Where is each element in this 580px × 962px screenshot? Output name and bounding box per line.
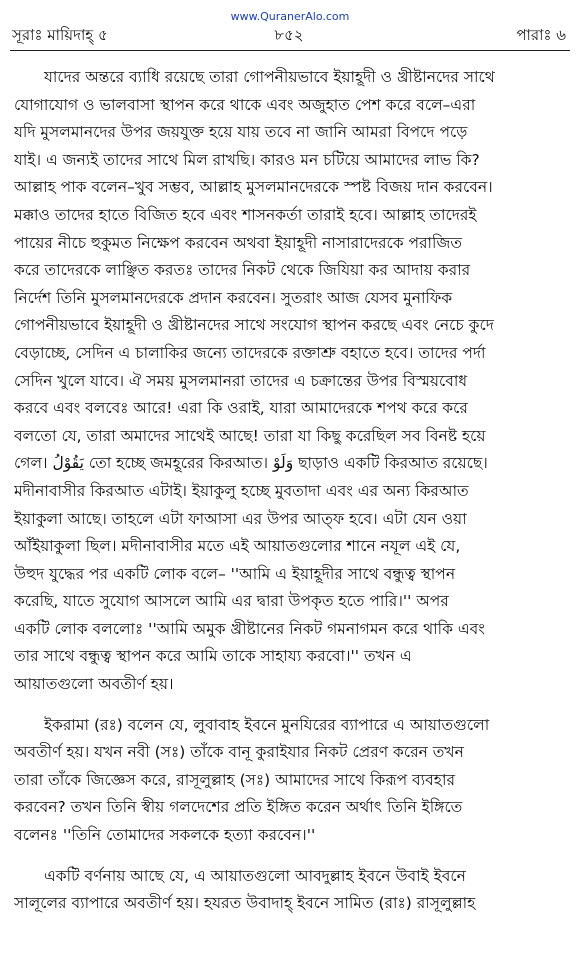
text-line: যাদের অন্তরে ব্যাধি রয়েছে তারা গোপনীয়ভাবে ইয়াহূদী ও খ্রীষ্টানদের সাথে xyxy=(44,68,495,86)
text-line: পায়ের নীচে হুকুমত নিক্ষেপ করবেন অথবা ইয়াহূদী নাসারাদেরকে পরাজিত xyxy=(14,233,462,252)
text-line: গেল। يَقُوْلُ তো হচ্ছে জমহূরের কিরআত। وَلَوْ ছাড়াও একটি কিরআত রয়েছে। xyxy=(14,454,488,473)
website-url[interactable]: www.QuranerAlo.com xyxy=(230,10,350,23)
para-label: পারাঃ ৬ xyxy=(516,26,566,44)
text-line: মদীনাবাসীর কিরআত এটাই। ইয়াকুলু হচ্ছে মুবতাদা এবং এর অন্য কিরআত xyxy=(14,481,469,500)
text-line: নির্দেশ তিনি মুসলমানদেরকে প্রদান করবেন। সুতরাং আজ যেসব মুনাফিক xyxy=(14,288,453,307)
text-line: তারা তাঁকে জিজ্ঞেস করে, রাসূলুল্লাহ (সঃ) আমাদের সাথে কিরূপ ব্যবহার xyxy=(14,770,455,789)
text-line: বলেনঃ ''তিনি তোমাদের সকলকে হত্যা করবেন।'' xyxy=(14,826,316,845)
page-header xyxy=(12,24,566,46)
text-line: যাই। এ জন্যই তাদের সাথে মিল রাখছি। কারও মন চটিয়ে আমাদের লাভ কি? xyxy=(14,150,480,169)
text-line: আয়াতগুলো অবতীর্ণ হয়। xyxy=(14,675,174,694)
header-divider xyxy=(10,50,570,51)
text-line: সেদিন খুলে যাবে। ঐ সময় মুসলমানরা তাদের এ চক্রান্তের উপর বিস্ময়বোধ xyxy=(14,371,468,390)
text-line: একটি লোক বললোঃ ''আমি অমুক খ্রীষ্টানের নিকট গমনাগমন করে থাকি এবং xyxy=(14,619,485,638)
paragraph xyxy=(14,64,562,699)
text-line: করে তাদেরকে লাঞ্ছিত করতঃ তাদের নিকট থেকে জিযিয়া কর আদায় করার xyxy=(14,261,471,280)
text-line: একটি বর্ণনায় আছে যে, এ আয়াতগুলো আবদুল্লাহ ইবনে উবাই ইবনে xyxy=(44,866,466,885)
text-line: করেছি, যাতে সুযোগ আসলে আমি এর দ্বারা উপকৃত হতে পারি।'' অপর xyxy=(14,592,449,611)
text-line: আল্লাহ পাক বলেন–খুব সম্ভব, আল্লাহ মুসলমানদেরকে স্পষ্ট বিজয় দান করবেন। xyxy=(14,178,493,197)
text-line: গোপনীয়ভাবে ইয়াহূদী ও খ্রীষ্টানদের সাথে সংযোগ স্থাপন করছে এবং নেচে কুদে xyxy=(14,316,494,335)
text-line: আঁইয়াকুলা ছিল। মদীনাবাসীর মতে এই আয়াতগুলোর শানে নযূল এই যে, xyxy=(14,537,461,556)
text-line: সালূলের ব্যাপারে অবতীর্ণ হয়। হযরত উবাদাহ্ ইবনে সামিত (রাঃ) রাসূলুল্লাহ xyxy=(14,894,476,913)
page-body xyxy=(14,64,562,918)
text-line: তার সাথে বন্ধুত্ব স্থাপন করে আমি তাকে সাহায্য করবো।'' তখন এ xyxy=(14,647,412,666)
text-line: অবতীর্ণ হয়। যখন নবী (সঃ) তাঁকে বানূ কুরাইযার নিকট প্রেরণ করেন তখন xyxy=(14,743,464,762)
text-line: ইয়াকুলা আছে। তাহলে এটা ফাআসা এর উপর আত্ফ হবে। এটা যেন ওয়া xyxy=(14,509,467,528)
text-line: বলতো যে, তারা অমাদের সাথেই আছে! তারা যা কিছু করেছিল সব বিনষ্ট হয়ে xyxy=(14,426,486,445)
text-line: যোগাযোগ ও ভালবাসা স্থাপন করে থাকে এবং অজুহাত পেশ করে বলে–এরা xyxy=(14,95,476,114)
paragraph-gap xyxy=(14,850,562,863)
paragraph-gap xyxy=(14,699,562,712)
surah-label: সূরাঃ মায়িদাহ্ ৫ xyxy=(12,26,108,44)
text-line: বেড়াচ্ছে, সেদিন এ চালাকির জন্যে তাদেরকে রক্তাশ্রু বহাতে হবে। তাদের পর্দা xyxy=(14,343,486,362)
paragraph xyxy=(14,712,562,850)
text-line: মক্কাও তাদের হাতে বিজিত হবে এবং শাসনকর্তা তারাই হবে। আল্লাহ তাদেরই xyxy=(14,205,477,224)
text-line: যদি মুসলমানদের উপর জয়যুক্ত হয়ে যায় তবে না জানি আমরা বিপদে পড়ে xyxy=(14,123,468,142)
paragraph xyxy=(14,863,562,918)
text-line: করবেন? তখন তিনি স্বীয় গলদেশের প্রতি ইঙ্গিত করেন অর্থাৎ তিনি ইঙ্গিতে xyxy=(14,798,463,817)
text-line: করবে এবং বলবেঃ আরে! এরা কি ওরাই, যারা আমাদেরকে শপথ করে করে xyxy=(14,399,468,418)
page-number: ৮৫২ xyxy=(274,26,304,44)
text-line: ইকরামা (রঃ) বলেন যে, লুবাবাহ ইবনে মুনযিরের ব্যাপারে এ আয়াতগুলো xyxy=(44,715,490,734)
text-line: উহুদ যুদ্ধের পর একটি লোক বলে– ''আমি এ ইয়াহূদীর সাথে বন্ধুত্ব স্থাপন xyxy=(14,564,456,583)
